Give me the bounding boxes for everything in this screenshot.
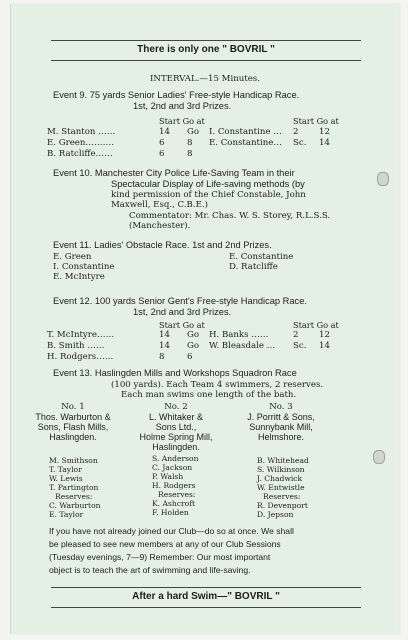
event11-entry: I. Constantine — [53, 262, 115, 272]
event11-entry: E. Constantine — [229, 252, 294, 262]
team-member: T. Partington — [49, 483, 99, 492]
team-name: J. Porritt & Sons, — [247, 412, 315, 422]
entrant-name: T. McIntyre…… — [47, 330, 115, 340]
start-value: Sc. — [293, 138, 307, 148]
closing-line: be pleased to see new members at any of our Club Sessions — [49, 539, 281, 549]
team-member: E. Taylor — [49, 510, 84, 519]
event13-line2: (100 yards). Each Team 4 swimmers, 2 reserves. — [111, 380, 324, 390]
event11-entry: E. Green — [53, 252, 92, 262]
go-at-value: 14 — [319, 138, 330, 148]
event9-header-left: Start Go at — [159, 116, 205, 126]
start-value: 6 — [159, 138, 165, 148]
bottom-rule-1 — [51, 587, 361, 588]
start-value: Sc. — [293, 341, 307, 351]
team-member: W. Lewis — [49, 474, 83, 483]
team-member: W. Entwistle — [257, 483, 305, 492]
team-member: B. Whitehead — [257, 456, 309, 465]
team-member: S. Wilkinson — [257, 465, 305, 474]
closing-line: object is to teach the art of swimming and life-saving. — [49, 565, 251, 575]
event10-title: Event 10. Manchester City Police Life-Saving Team in their — [53, 168, 295, 178]
start-value: 14 — [159, 341, 170, 351]
go-at-value: 8 — [187, 149, 193, 159]
team-member: D. Jepson — [257, 510, 294, 519]
event9-subtitle: 1st, 2nd and 3rd Prizes. — [133, 101, 232, 111]
team-member: S. Anderson — [152, 454, 199, 463]
team-number: No. 2 — [164, 402, 188, 412]
entrant-name: M. Stanton …… — [47, 127, 116, 137]
bottom-banner: After a hard Swim—" BOVRIL " — [132, 591, 280, 602]
go-at-value: Go — [187, 127, 200, 137]
team-name: Thos. Warburton & — [35, 412, 111, 422]
event11-entry: D. Ratcliffe — [229, 262, 278, 272]
event12-subtitle: 1st, 2nd and 3rd Prizes. — [133, 307, 232, 317]
go-at-value: Go — [187, 330, 200, 340]
team-name: L. Whitaker & — [148, 412, 204, 422]
programme-page — [10, 4, 399, 634]
go-at-value: 12 — [319, 330, 330, 340]
team-name: Sunnybank Mill, — [249, 422, 313, 432]
team-number: No. 3 — [269, 402, 293, 412]
event10-line2: Spectacular Display of Life-saving methods (by — [111, 179, 305, 189]
bottom-rule-2 — [51, 607, 361, 608]
event12-title: Event 12. 100 yards Senior Gent's Free-style Handicap Race. — [53, 296, 307, 306]
event9-title: Event 9. 75 yards Senior Ladies' Free-style Handicap Race. — [53, 90, 300, 100]
entrant-name: H. Rodgers…… — [47, 352, 114, 362]
entrant-name: B. Smith …… — [47, 341, 105, 351]
team-member: H. Rodgers — [152, 481, 196, 490]
go-at-value: 14 — [319, 341, 330, 351]
event13-title: Event 13. Haslingden Mills and Workshops Squadron Race — [53, 368, 297, 378]
event11-entry: E. McIntyre — [53, 272, 105, 282]
team-member: M. Smithson — [49, 456, 98, 465]
closing-line: (Tuesday evenings, 7—9) Remember: Our most important — [49, 552, 271, 562]
event9-header-right: Start Go at — [293, 116, 339, 126]
top-banner: There is only one " BOVRIL " — [137, 44, 275, 55]
entrant-name: W. Bleasdale … — [209, 341, 276, 351]
team-name: Haslingden. — [152, 442, 200, 452]
go-at-value: 6 — [187, 352, 193, 362]
reserves-label: Reserves: — [55, 492, 93, 501]
start-value: 14 — [159, 330, 170, 340]
reserves-label: Reserves: — [158, 490, 196, 499]
team-member: T. Taylor — [49, 465, 82, 474]
start-value: 6 — [159, 149, 165, 159]
punch-hole — [373, 450, 385, 464]
team-name: Sons Ltd., — [155, 422, 197, 432]
entrant-name: I. Constantine … — [209, 127, 282, 137]
entrant-name: E. Green………. — [47, 138, 114, 148]
team-member: C. Warburton — [49, 501, 101, 510]
interval-text: INTERVAL.—15 Minutes. — [150, 74, 260, 84]
event10-line6: (Manchester). — [129, 221, 191, 231]
top-rule-2 — [51, 60, 361, 61]
team-name: Holme Spring Mill, — [139, 432, 213, 442]
team-member: R. Devenport — [257, 501, 308, 510]
entrant-name: B. Ratcliffe…… — [47, 149, 113, 159]
closing-line: If you have not already joined our Club—do so at once. We shall — [49, 526, 294, 536]
punch-hole — [377, 172, 389, 186]
event10-commentator: Commentator: Mr. Chas. W. S. Storey, R.L.S.S. — [129, 211, 331, 221]
go-at-value: 8 — [187, 138, 193, 148]
event12-header-right: Start Go at — [293, 320, 339, 330]
event11-title: Event 11. Ladies' Obstacle Race. 1st and 2nd Prizes. — [53, 240, 272, 250]
event13-line3: Each man swims one length of the bath. — [121, 390, 297, 400]
top-rule-1 — [51, 40, 361, 41]
go-at-value: Go — [187, 341, 200, 351]
event10-line4: Maxwell, Esq., C.B.E.) — [111, 200, 208, 210]
team-name: Haslingden. — [49, 432, 97, 442]
start-value: 2 — [293, 127, 299, 137]
team-member: J. Chadwick — [257, 474, 303, 483]
go-at-value: 12 — [319, 127, 330, 137]
team-member: C. Jackson — [152, 463, 193, 472]
event12-header-left: Start Go at — [159, 320, 205, 330]
team-member: K. Ashcroft — [152, 499, 196, 508]
start-value: 2 — [293, 330, 299, 340]
start-value: 14 — [159, 127, 170, 137]
team-name: Sons, Flash Mills, — [37, 422, 109, 432]
team-name: Helmshore. — [257, 432, 304, 442]
team-member: F. Holden — [152, 508, 189, 517]
team-number: No. 1 — [61, 402, 85, 412]
entrant-name: H. Banks …… — [209, 330, 269, 340]
start-value: 8 — [159, 352, 165, 362]
team-member: P. Walsh — [152, 472, 184, 481]
entrant-name: E. Constantine… — [209, 138, 282, 148]
reserves-label: Reserves: — [263, 492, 301, 501]
event10-line3: kind permission of the Chief Constable, John — [111, 190, 306, 200]
